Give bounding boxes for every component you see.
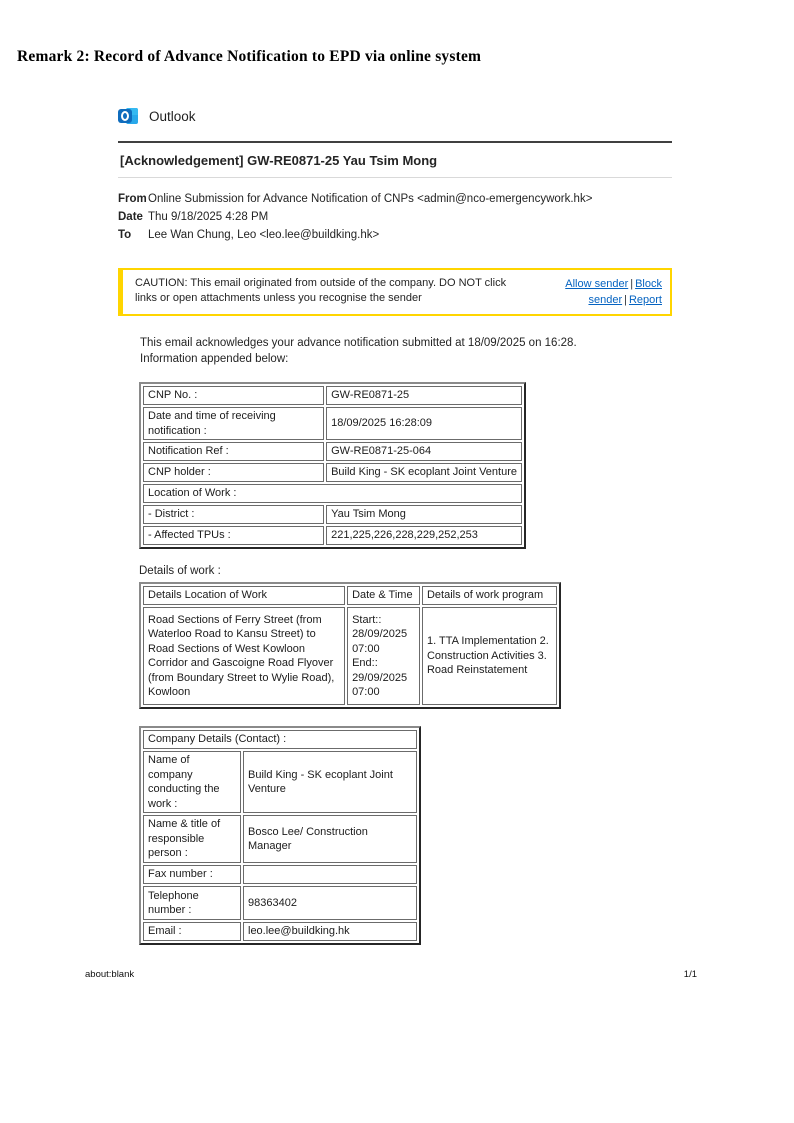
col-header-location: Details Location of Work — [143, 586, 345, 605]
print-footer — [0, 969, 794, 980]
cnp-holder-value: Build King - SK ecoplant Joint Venture — [326, 463, 522, 482]
block-sender-link[interactable]: Block sender — [588, 278, 662, 306]
caution-banner — [118, 268, 672, 316]
cnp-holder-label: CNP holder : — [143, 463, 324, 482]
datetime-line: 07:00 — [352, 686, 380, 698]
email-subject: [Acknowledgement] GW-RE0871-25 Yau Tsim Mong — [120, 153, 438, 168]
receive-datetime-value: 18/09/2025 16:28:09 — [326, 407, 522, 440]
table-row — [143, 386, 522, 405]
table-row — [143, 463, 522, 482]
cnp-no-label: CNP No. : — [143, 386, 324, 405]
table-row — [143, 442, 522, 461]
fax-number-value — [243, 865, 417, 884]
to-label: To — [118, 229, 132, 241]
work-datetime-cell — [347, 607, 420, 705]
affected-tpus-label: - Affected TPUs : — [143, 526, 324, 545]
email-label: Email : — [143, 922, 241, 941]
allow-sender-link[interactable]: Allow sender — [565, 278, 629, 290]
table-row — [143, 815, 417, 863]
datetime-line: Start:: — [352, 613, 382, 626]
outlook-logo-o-ring — [121, 111, 129, 121]
telephone-number-value: 98363402 — [243, 886, 417, 920]
caution-links — [510, 276, 662, 308]
link-separator: | — [624, 294, 627, 306]
body-intro-line1: This email acknowledges your advance notification submitted at 18/09/2025 on 16:28. — [140, 337, 577, 349]
company-name-label: Name of company conducting the work : — [143, 751, 241, 813]
page-title: Remark 2: Record of Advance Notification to EPD via online system — [17, 48, 482, 65]
table-header-row — [143, 586, 557, 605]
date-label: Date — [118, 211, 143, 223]
affected-tpus-value: 221,225,226,228,229,252,253 — [326, 526, 522, 545]
notification-ref-label: Notification Ref : — [143, 442, 324, 461]
location-of-work-header: Location of Work : — [143, 484, 522, 503]
datetime-line: 28/09/2025 — [352, 628, 408, 640]
meta-from-row — [118, 190, 672, 208]
telephone-number-label: Telephone number : — [143, 886, 241, 920]
col-header-program: Details of work program — [422, 586, 557, 605]
datetime-line: 07:00 — [352, 642, 380, 655]
email-body-intro — [140, 335, 672, 367]
to-value: Lee Wan Chung, Leo <leo.lee@buildking.hk> — [148, 229, 380, 241]
table-row — [143, 886, 417, 920]
table-row — [143, 407, 522, 440]
meta-date-row — [118, 208, 672, 226]
caution-text: CAUTION: This email originated from outside of the company. DO NOT click links or open attachments unless you recognise the sender — [135, 277, 507, 304]
outlook-logo-o-tile — [118, 109, 132, 123]
cnp-no-value: GW-RE0871-25 — [326, 386, 522, 405]
responsible-person-value: Bosco Lee/ Construction Manager — [243, 815, 417, 863]
company-name-value: Build King - SK ecoplant Joint Venture — [243, 751, 417, 813]
meta-to-row — [118, 226, 672, 244]
from-value: Online Submission for Advance Notification of CNPs <admin@nco-emergencywork.hk> — [148, 193, 593, 205]
email-printout — [118, 106, 672, 945]
details-of-work-label: Details of work : — [139, 565, 221, 577]
datetime-line: 29/09/2025 — [352, 671, 408, 684]
report-link[interactable]: Report — [628, 294, 662, 306]
table-row — [143, 922, 417, 941]
datetime-line: End:: — [352, 657, 378, 669]
link-separator: | — [630, 278, 634, 290]
company-details-table — [139, 726, 421, 945]
date-value: Thu 9/18/2025 4:28 PM — [148, 211, 269, 223]
district-label: - District : — [143, 505, 324, 524]
work-program-cell: 1. TTA Implementation 2. Construction Activities 3. Road Reinstatement — [422, 607, 557, 705]
body-intro-line2: Information appended below: — [140, 353, 289, 365]
outlook-logo-icon — [118, 107, 138, 125]
table-row — [143, 865, 417, 884]
table-row — [143, 607, 557, 705]
details-of-work-table — [139, 582, 561, 709]
fax-number-label: Fax number : — [143, 865, 241, 884]
subject-divider — [118, 177, 672, 178]
responsible-person-label: Name & title of responsible person : — [143, 815, 241, 863]
work-location-cell: Road Sections of Ferry Street (from Waterloo Road to Kansu Street) to Road Sections of West Kowloon Corridor and Gascoigne Road Flyover (from Boundary Street to Wylie Road), Kowloon — [143, 607, 345, 705]
outlook-header — [118, 106, 672, 126]
table-row — [143, 751, 417, 813]
receive-datetime-label: Date and time of receiving notification : — [143, 407, 324, 440]
notification-ref-value: GW-RE0871-25-064 — [326, 442, 522, 461]
company-details-title: Company Details (Contact) : — [143, 730, 417, 749]
table-row — [143, 484, 522, 503]
app-name: Outlook — [149, 108, 196, 124]
footer-page-number: 1/1 — [683, 969, 697, 980]
email-meta — [118, 190, 672, 244]
footer-url: about:blank — [85, 969, 135, 980]
table-header-row — [143, 730, 417, 749]
email-value: leo.lee@buildking.hk — [243, 922, 417, 941]
col-header-datetime: Date & Time — [347, 586, 420, 605]
notification-table — [139, 382, 526, 549]
from-label: From — [118, 193, 147, 205]
table-row — [143, 526, 522, 545]
district-value: Yau Tsim Mong — [326, 505, 522, 524]
table-row — [143, 505, 522, 524]
